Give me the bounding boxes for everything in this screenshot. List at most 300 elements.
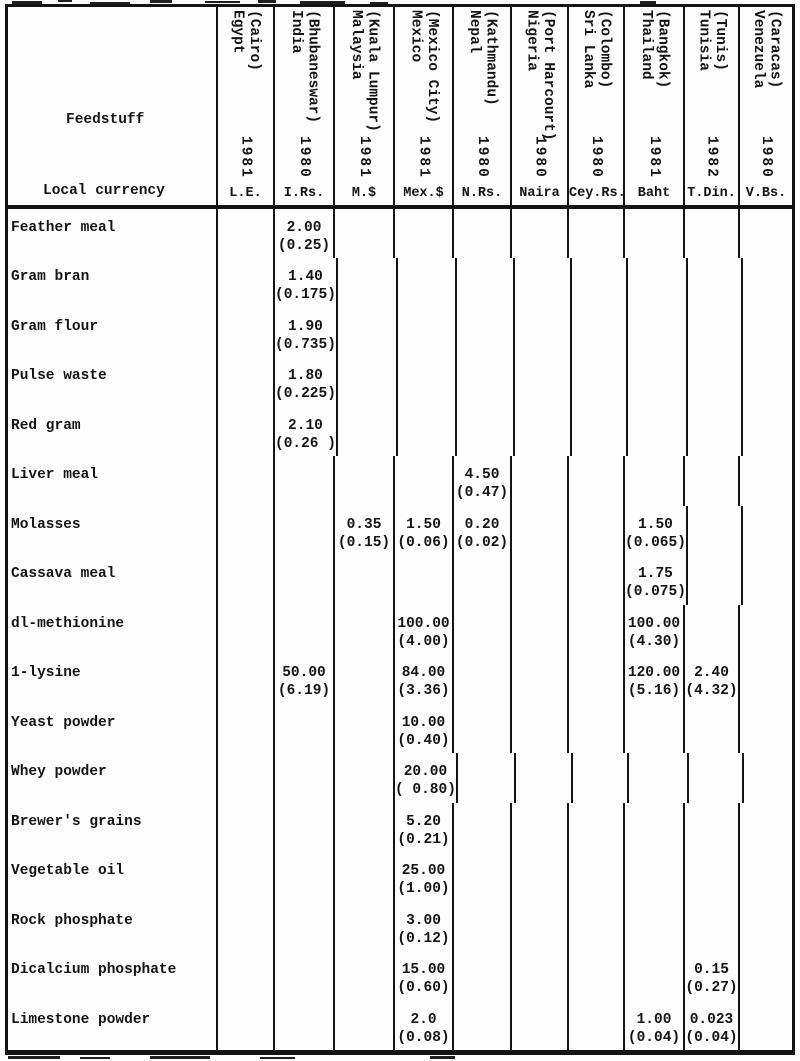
price-value [515, 268, 570, 286]
price-value [625, 862, 683, 880]
country-line: Egypt [229, 10, 246, 54]
price-cell [623, 803, 683, 852]
price-secondary-value [218, 336, 273, 354]
price-cell [738, 803, 792, 852]
price-cell [452, 605, 510, 654]
price-cell [273, 902, 333, 951]
price-value [218, 565, 273, 583]
price-cell [452, 456, 510, 505]
price-value [685, 912, 738, 930]
price-value [398, 318, 455, 336]
price-value: 2.0 [410, 1011, 437, 1028]
price-cell [455, 357, 513, 406]
price-cell [686, 506, 741, 555]
price-value [688, 516, 741, 534]
price-value [218, 318, 273, 336]
price-value [743, 565, 795, 583]
price-value [743, 367, 795, 385]
currency-code: M.$ [351, 186, 377, 201]
price-secondary-value [688, 286, 741, 304]
price-cell [627, 753, 687, 802]
price-cell [393, 1001, 452, 1050]
price-secondary-value: (0.12) [397, 930, 450, 947]
currency-code: T.Din. [687, 186, 736, 201]
price-secondary-value [740, 633, 792, 651]
price-cell [510, 902, 567, 951]
price-secondary-value [398, 435, 455, 453]
price-value [625, 466, 683, 484]
feedstuff-name: Cassava meal [11, 566, 116, 583]
price-cell [686, 555, 741, 604]
price-value [515, 417, 570, 435]
price-cell [571, 753, 627, 802]
price-value [395, 219, 452, 237]
price-secondary-value [395, 237, 452, 255]
price-value [625, 912, 683, 930]
price-value [569, 714, 623, 732]
price-cell [683, 902, 738, 951]
currency-code: Naira [519, 186, 560, 201]
price-value [688, 367, 741, 385]
price-secondary-value [218, 633, 273, 651]
price-cell [333, 902, 393, 951]
price-cell [273, 852, 333, 901]
price-cell [741, 357, 795, 406]
price-value: 20.00 [403, 764, 448, 781]
price-cell [514, 753, 571, 802]
column-header [393, 7, 452, 205]
price-secondary-value [218, 880, 273, 898]
table-row [8, 951, 792, 1000]
feedstuff-name: Gram bran [11, 269, 90, 286]
price-cell [738, 209, 792, 258]
price-cell [452, 209, 510, 258]
price-value: 0.20 [464, 516, 500, 533]
price-secondary-value [515, 336, 570, 354]
price-cell [393, 803, 452, 852]
price-value [218, 912, 273, 930]
price-value [338, 417, 396, 435]
price-cell [683, 803, 738, 852]
price-secondary-value [454, 831, 510, 849]
price-secondary-value [685, 831, 738, 849]
survey-year: 1981 [646, 136, 662, 179]
price-value [335, 615, 393, 633]
price-value [218, 466, 273, 484]
price-secondary-value [685, 732, 738, 750]
price-secondary-value [512, 237, 567, 255]
price-value [512, 664, 567, 682]
price-cell [333, 654, 393, 703]
price-cell [567, 209, 623, 258]
table-row [8, 357, 792, 406]
price-secondary-value: (0.15) [337, 534, 391, 551]
price-value [454, 912, 510, 930]
price-value [454, 1011, 510, 1029]
price-value [275, 516, 333, 534]
price-cell [273, 209, 333, 258]
feedstuff-name: Liver meal [11, 467, 99, 484]
price-cell [738, 1001, 792, 1050]
price-value: 1.90 [288, 318, 323, 335]
price-cell [393, 654, 452, 703]
price-cell [452, 1001, 510, 1050]
price-cell [336, 308, 396, 357]
price-value [275, 813, 333, 831]
feedstuff-name: Pulse waste [11, 368, 107, 385]
price-secondary-value: (0.04) [627, 1029, 681, 1046]
feedstuff-label: Feedstuff [66, 112, 145, 128]
price-secondary-value [454, 979, 510, 997]
price-secondary-value [740, 880, 792, 898]
country-line: Nepal [466, 10, 482, 54]
table-row [8, 704, 792, 753]
price-value [569, 219, 623, 237]
price-value: 0.15 [694, 962, 729, 979]
survey-year: 1980 [758, 136, 774, 179]
price-cell [273, 654, 333, 703]
survey-year: 1980 [531, 136, 548, 179]
price-cell [273, 308, 336, 357]
price-cell [623, 605, 683, 654]
price-value [275, 714, 333, 732]
price-secondary-value [218, 682, 273, 700]
feedstuff-name: Rock phosphate [11, 912, 133, 929]
price-value [512, 714, 567, 732]
price-cell [216, 902, 273, 951]
price-cell [570, 357, 626, 406]
price-cell [623, 456, 683, 505]
price-value [628, 268, 686, 286]
price-secondary-value [335, 831, 393, 849]
price-cell [455, 258, 513, 307]
price-cell [336, 357, 396, 406]
table-row [8, 605, 792, 654]
price-cell [393, 753, 456, 802]
table-row [8, 803, 792, 852]
country-name [407, 10, 440, 123]
price-cell [333, 209, 393, 258]
price-value [629, 763, 687, 781]
price-value [457, 417, 513, 435]
price-value [458, 763, 514, 781]
table-row [8, 209, 792, 258]
price-cell [333, 852, 393, 901]
price-value [740, 961, 792, 979]
price-secondary-value [335, 633, 393, 651]
price-value [628, 318, 686, 336]
price-cell [567, 803, 623, 852]
price-value [218, 268, 273, 286]
price-cell [510, 704, 567, 753]
price-value [569, 1011, 623, 1029]
price-value [218, 664, 273, 682]
price-value [740, 615, 792, 633]
price-secondary-value [218, 534, 273, 552]
price-secondary-value: (0.175) [275, 287, 336, 304]
price-value [740, 813, 792, 831]
price-secondary-value [275, 831, 333, 849]
price-secondary-value [625, 831, 683, 849]
country-name [638, 10, 671, 88]
table-row [8, 506, 792, 555]
price-cell [683, 654, 738, 703]
feedstuff-name: dl-methionine [11, 615, 125, 632]
price-cell [567, 704, 623, 753]
price-value [338, 268, 396, 286]
price-cell [393, 209, 452, 258]
price-secondary-value [515, 435, 570, 453]
price-secondary-value [457, 286, 513, 304]
price-value [688, 268, 741, 286]
price-secondary-value [685, 484, 738, 502]
price-secondary-value [515, 385, 570, 403]
price-secondary-value [454, 633, 510, 651]
city-line: (Bhubaneswar) [304, 10, 321, 124]
price-cell [683, 456, 738, 505]
price-cell [216, 852, 273, 901]
table-row [8, 308, 792, 357]
price-secondary-value [218, 732, 273, 750]
price-cell [452, 902, 510, 951]
price-cell [626, 308, 686, 357]
price-cell [567, 654, 623, 703]
price-secondary-value [457, 435, 513, 453]
price-secondary-value [572, 336, 626, 354]
price-value: 1.00 [636, 1011, 672, 1028]
price-value: 0.35 [346, 516, 382, 533]
price-secondary-value [569, 682, 623, 700]
price-cell [273, 407, 336, 456]
price-value [512, 615, 567, 633]
price-cell [567, 852, 623, 901]
price-secondary-value [395, 484, 452, 502]
price-cell [510, 456, 567, 505]
currency-code: L.E. [229, 186, 262, 201]
table-row [8, 407, 792, 456]
price-secondary-value [740, 484, 792, 502]
price-value [218, 516, 273, 534]
price-cell [273, 951, 333, 1000]
price-value: 0.023 [689, 1011, 734, 1028]
price-value [398, 268, 455, 286]
price-secondary-value [688, 583, 741, 601]
price-secondary-value [688, 385, 741, 403]
price-value [572, 318, 626, 336]
price-value [625, 961, 683, 979]
price-cell [626, 258, 686, 307]
price-secondary-value [512, 583, 567, 601]
price-secondary-value: (0.08) [397, 1029, 450, 1046]
price-value [454, 961, 510, 979]
price-secondary-value [572, 286, 626, 304]
survey-year: 1981 [415, 136, 432, 179]
price-cell [273, 1001, 333, 1050]
table-body [8, 209, 792, 1050]
price-secondary-value: (4.00) [397, 633, 450, 650]
price-secondary-value [275, 979, 333, 997]
price-cell [510, 209, 567, 258]
price-cell [273, 357, 336, 406]
price-secondary-value [569, 831, 623, 849]
price-value [569, 516, 623, 534]
price-cell [452, 555, 510, 604]
price-secondary-value [335, 880, 393, 898]
price-value [335, 912, 393, 930]
price-cell [216, 1001, 273, 1050]
price-value: 100.00 [397, 615, 450, 632]
price-cell [687, 753, 742, 802]
price-cell [396, 308, 455, 357]
price-value [454, 219, 510, 237]
price-value [218, 763, 273, 781]
price-secondary-value [335, 732, 393, 750]
price-value: 120.00 [627, 665, 681, 682]
price-cell [333, 506, 393, 555]
price-cell [686, 258, 741, 307]
price-value [398, 367, 455, 385]
price-value [625, 813, 683, 831]
scan-artifact [8, 1056, 60, 1059]
price-value [218, 219, 273, 237]
table-row [8, 654, 792, 703]
price-value [395, 466, 452, 484]
price-secondary-value: (4.30) [627, 633, 681, 650]
price-value: 1.40 [288, 269, 323, 286]
price-secondary-value [743, 583, 795, 601]
price-cell [567, 605, 623, 654]
price-cell [567, 902, 623, 951]
price-value [572, 367, 626, 385]
price-cell [216, 654, 273, 703]
country-line: Tunisia [695, 10, 712, 71]
price-value: 50.00 [282, 665, 326, 682]
price-cell [738, 456, 792, 505]
price-secondary-value [688, 336, 741, 354]
price-value: 5.20 [406, 813, 441, 830]
price-value [335, 714, 393, 732]
price-secondary-value [512, 930, 567, 948]
price-value [685, 615, 738, 633]
price-value [515, 367, 570, 385]
country-line: Thailand [638, 10, 654, 80]
price-value [218, 813, 273, 831]
price-value [512, 565, 567, 583]
price-secondary-value [218, 1029, 273, 1047]
country-name [580, 10, 613, 88]
price-secondary-value: (5.16) [627, 683, 681, 700]
column-header [216, 7, 273, 205]
price-value [512, 813, 567, 831]
price-value [740, 219, 792, 237]
price-value [743, 318, 795, 336]
scan-artifact [430, 1056, 455, 1059]
city-line: (Caracas) [766, 10, 783, 89]
price-secondary-value [454, 583, 510, 601]
price-value [569, 664, 623, 682]
feedstuff-name: Yeast powder [11, 714, 116, 731]
price-value: 3.00 [406, 912, 441, 929]
price-value [275, 565, 333, 583]
price-cell [456, 753, 514, 802]
price-value [275, 615, 333, 633]
price-secondary-value [625, 979, 683, 997]
price-cell [333, 605, 393, 654]
price-secondary-value [685, 237, 738, 255]
country-name [288, 10, 321, 123]
price-value [454, 664, 510, 682]
price-value [569, 615, 623, 633]
price-cell [216, 605, 273, 654]
price-value: 4.50 [464, 467, 500, 484]
currency-code: V.Bs. [745, 186, 787, 201]
price-value [218, 714, 273, 732]
table-row [8, 852, 792, 901]
price-secondary-value: (0.04) [685, 1029, 738, 1046]
price-secondary-value [454, 880, 510, 898]
price-secondary-value [569, 1029, 623, 1047]
price-cell [567, 951, 623, 1000]
price-value [457, 268, 513, 286]
price-secondary-value [338, 286, 396, 304]
price-secondary-value [335, 781, 393, 799]
currency-code: N.Rs. [461, 186, 503, 201]
price-secondary-value [454, 682, 510, 700]
price-value: 10.00 [401, 714, 446, 731]
price-secondary-value [218, 385, 273, 403]
price-value [275, 961, 333, 979]
table-row [8, 753, 792, 802]
price-secondary-value: (1.00) [397, 881, 450, 898]
price-secondary-value [335, 484, 393, 502]
price-secondary-value [338, 385, 396, 403]
price-cell [333, 951, 393, 1000]
column-header [273, 7, 333, 205]
price-cell [683, 209, 738, 258]
currency-code: Baht [637, 186, 671, 201]
price-cell [513, 407, 570, 456]
feedstuff-name: Limestone powder [11, 1011, 151, 1028]
price-secondary-value [512, 880, 567, 898]
price-value: 1.50 [638, 516, 673, 533]
price-secondary-value [512, 534, 567, 552]
price-value [398, 417, 455, 435]
price-secondary-value [740, 732, 792, 750]
scan-artifact [58, 0, 72, 2]
price-cell [510, 803, 567, 852]
table-header-row [8, 7, 792, 209]
price-cell [393, 605, 452, 654]
price-value: 25.00 [401, 863, 446, 880]
price-secondary-value [512, 633, 567, 651]
survey-year: 1980 [474, 136, 490, 179]
price-secondary-value [573, 781, 627, 799]
price-value [688, 565, 741, 583]
price-cell [686, 357, 741, 406]
price-secondary-value [454, 732, 510, 750]
price-secondary-value [572, 435, 626, 453]
price-cell [216, 951, 273, 1000]
price-value [335, 813, 393, 831]
country-line: Nigeria [523, 10, 540, 71]
price-value [516, 763, 571, 781]
price-secondary-value [569, 583, 623, 601]
price-cell [393, 456, 452, 505]
price-secondary-value [625, 484, 683, 502]
price-value [688, 417, 741, 435]
price-cell [336, 258, 396, 307]
price-secondary-value: (0.25) [277, 238, 331, 254]
